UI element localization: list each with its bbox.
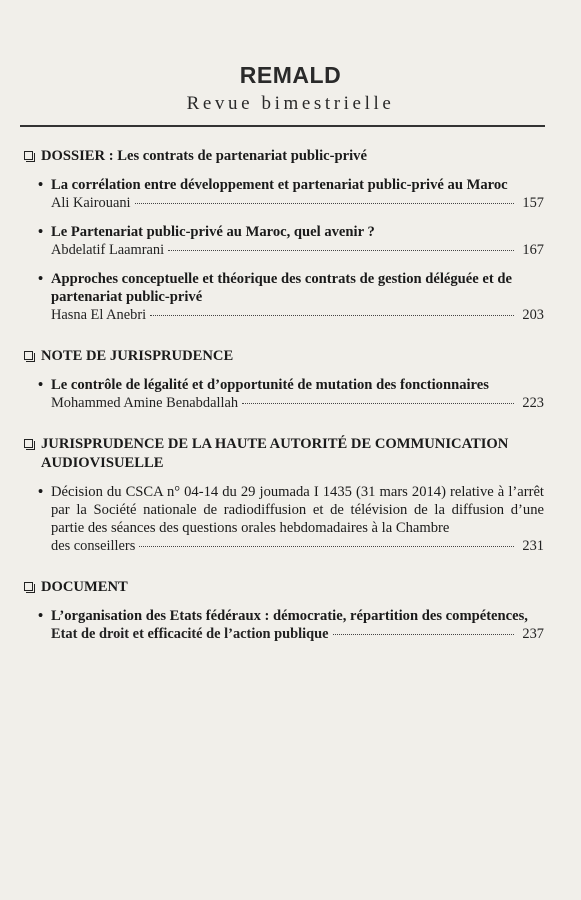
entry-author-line bbox=[38, 394, 544, 413]
bullet-icon: • bbox=[38, 484, 44, 500]
masthead bbox=[0, 62, 581, 115]
entry-title-text: Le Partenariat public-privé au Maroc, quel avenir ? bbox=[51, 224, 375, 240]
toc-entry[interactable] bbox=[38, 270, 544, 325]
entry-page-number: 157 bbox=[522, 195, 544, 211]
section-heading-text: NOTE DE JURISPRUDENCE bbox=[41, 348, 234, 364]
checkbox-icon bbox=[24, 151, 33, 160]
section-dossier bbox=[24, 147, 544, 325]
section-heading bbox=[24, 578, 544, 597]
entry-author: Ali Kairouani bbox=[51, 195, 131, 211]
entry-page-number: 231 bbox=[522, 538, 544, 554]
bullet-icon: • bbox=[38, 177, 44, 193]
bullet-icon: • bbox=[38, 608, 44, 624]
section-heading-text: DOSSIER : Les contrats de partenariat public-privé bbox=[41, 148, 367, 164]
checkbox-icon bbox=[24, 351, 33, 360]
entry-title-text: Décision du CSCA n° 04-14 du 29 joumada I 1435 (31 mars 2014) relative à l’arrêt par la Société nationale de radiodiffusion et de télévision de la diffusion d’une partie des séances des questions orales hebdomadaires à la Chambre bbox=[51, 484, 544, 536]
entry-page-number: 223 bbox=[522, 395, 544, 411]
checkbox-icon bbox=[24, 582, 33, 591]
entry-title bbox=[38, 176, 544, 194]
entry-page-number: 237 bbox=[522, 626, 544, 642]
toc-entry[interactable] bbox=[38, 607, 544, 644]
entry-author-line bbox=[38, 194, 544, 213]
section-note-de-jurisprudence bbox=[24, 347, 544, 413]
dot-leader bbox=[168, 250, 514, 251]
journal-title: REMALD bbox=[239, 62, 342, 88]
bullet-icon: • bbox=[38, 271, 44, 287]
bullet-icon: • bbox=[38, 224, 44, 240]
toc-entry[interactable] bbox=[38, 376, 544, 413]
entry-author-line bbox=[38, 306, 544, 325]
toc-entry[interactable] bbox=[38, 176, 544, 213]
entry-title bbox=[38, 223, 544, 241]
entry-title-text: Approches conceptuelle et théorique des contrats de gestion déléguée et de partenariat public-privé bbox=[51, 271, 512, 305]
dot-leader bbox=[333, 634, 515, 635]
journal-subtitle: Revue bimestrielle bbox=[186, 93, 395, 114]
dot-leader bbox=[139, 546, 514, 547]
entry-title-text: La corrélation entre développement et partenariat public-privé au Maroc bbox=[51, 177, 508, 193]
entry-title-text: L’organisation des Etats fédéraux : démocratie, répartition des compétences, bbox=[51, 608, 528, 624]
checkbox-icon bbox=[24, 439, 33, 448]
toc-entry[interactable] bbox=[38, 223, 544, 260]
entry-title-text: Le contrôle de légalité et d’opportunité de mutation des fonctionnaires bbox=[51, 377, 489, 393]
entry-title bbox=[38, 376, 544, 394]
entry-title bbox=[38, 270, 544, 306]
entry-author-line bbox=[38, 241, 544, 260]
section-heading-text: JURISPRUDENCE DE LA HAUTE AUTORITÉ DE COMMUNICATION AUDIOVISUELLE bbox=[41, 436, 509, 471]
dot-leader bbox=[135, 203, 515, 204]
table-of-contents bbox=[24, 147, 544, 666]
entry-title bbox=[38, 607, 544, 625]
header-rule bbox=[20, 125, 545, 127]
entry-author: Abdelatif Laamrani bbox=[51, 242, 165, 258]
entry-title-continuation: des conseillers bbox=[51, 538, 136, 554]
section-heading bbox=[24, 147, 544, 166]
section-heading bbox=[24, 435, 544, 473]
entry-page-number: 203 bbox=[522, 307, 544, 323]
entry-title-continuation: Etat de droit et efficacité de l’action publique bbox=[51, 626, 329, 642]
dot-leader bbox=[150, 315, 514, 316]
section-jurisprudence-haca bbox=[24, 435, 544, 556]
toc-entry[interactable] bbox=[38, 483, 544, 556]
section-heading bbox=[24, 347, 544, 366]
entry-last-line bbox=[38, 537, 544, 556]
entry-author: Mohammed Amine Benabdallah bbox=[51, 395, 239, 411]
entry-author: Hasna El Anebri bbox=[51, 307, 147, 323]
bullet-icon: • bbox=[38, 377, 44, 393]
entry-title bbox=[38, 483, 544, 537]
section-heading-text: DOCUMENT bbox=[41, 579, 128, 595]
entry-last-line bbox=[38, 625, 544, 644]
section-document bbox=[24, 578, 544, 644]
entry-page-number: 167 bbox=[522, 242, 544, 258]
dot-leader bbox=[242, 403, 514, 404]
